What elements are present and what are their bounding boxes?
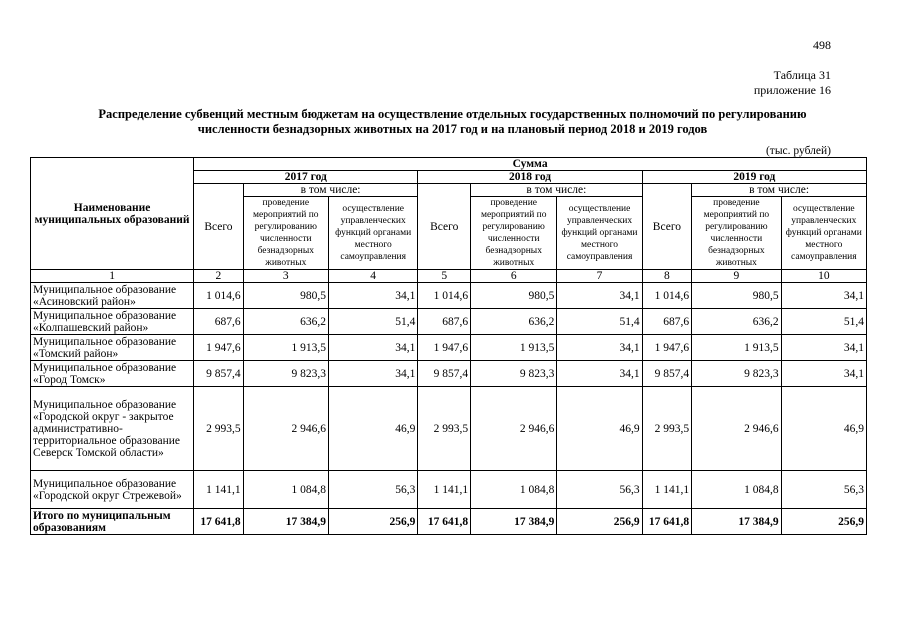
appendix-label: приложение 16 xyxy=(753,83,831,97)
value-cell: 2 946,6 xyxy=(692,387,781,471)
sum-header: Сумма xyxy=(194,158,867,171)
value-cell: 9 857,4 xyxy=(642,361,691,387)
total-value-cell: 17 641,8 xyxy=(642,509,691,535)
municipality-name: Муниципальное образование «Город Томск» xyxy=(31,361,194,387)
title-line-1: Распределение субвенций местным бюджетам на осуществление отдельных государственных полномочий по регулированию xyxy=(98,107,807,121)
value-cell: 687,6 xyxy=(642,309,691,335)
municipality-name: Муниципальное образование «Асиновский район» xyxy=(31,283,194,309)
col-number: 3 xyxy=(243,270,328,283)
total-value-cell: 17 384,9 xyxy=(243,509,328,535)
col-number: 9 xyxy=(692,270,781,283)
col-number: 8 xyxy=(642,270,691,283)
value-cell: 34,1 xyxy=(328,283,417,309)
total-value-cell: 17 384,9 xyxy=(471,509,557,535)
value-cell: 34,1 xyxy=(781,361,866,387)
value-cell: 2 993,5 xyxy=(418,387,471,471)
sub1-header-2019: проведение мероприятий по регулированию численности безнадзорных животных xyxy=(692,197,781,270)
col-number: 7 xyxy=(557,270,642,283)
value-cell: 34,1 xyxy=(781,335,866,361)
value-cell: 2 993,5 xyxy=(194,387,243,471)
total-value-cell: 17 641,8 xyxy=(194,509,243,535)
value-cell: 980,5 xyxy=(471,283,557,309)
value-cell: 1 913,5 xyxy=(692,335,781,361)
title-line-2: численности безнадзорных животных на 2017 год и на плановый период 2018 и 2019 годов xyxy=(197,122,708,136)
value-cell: 636,2 xyxy=(243,309,328,335)
sub2-header-2018: осуществление управленческих функций органами местного самоуправления xyxy=(557,197,642,270)
value-cell: 980,5 xyxy=(243,283,328,309)
value-cell: 56,3 xyxy=(781,471,866,509)
value-cell: 51,4 xyxy=(328,309,417,335)
value-cell: 687,6 xyxy=(194,309,243,335)
value-cell: 687,6 xyxy=(418,309,471,335)
value-cell: 9 823,3 xyxy=(692,361,781,387)
including-header-2017: в том числе: xyxy=(243,184,418,197)
units-label: (тыс. рублей) xyxy=(765,145,831,157)
document-title xyxy=(60,107,845,137)
value-cell: 2 946,6 xyxy=(471,387,557,471)
table-row xyxy=(31,471,867,509)
value-cell: 1 141,1 xyxy=(642,471,691,509)
table-row xyxy=(31,387,867,471)
subsidy-table xyxy=(30,157,867,535)
value-cell: 34,1 xyxy=(557,283,642,309)
total-row xyxy=(31,509,867,535)
year-2019-header: 2019 год xyxy=(642,171,866,184)
value-cell: 9 823,3 xyxy=(471,361,557,387)
col-number: 5 xyxy=(418,270,471,283)
value-cell: 980,5 xyxy=(692,283,781,309)
value-cell: 9 823,3 xyxy=(243,361,328,387)
year-2017-header: 2017 год xyxy=(194,171,418,184)
total-value-cell: 256,9 xyxy=(557,509,642,535)
value-cell: 1 014,6 xyxy=(418,283,471,309)
value-cell: 46,9 xyxy=(781,387,866,471)
sub2-header-2017: осуществление управленческих функций органами местного самоуправления xyxy=(328,197,417,270)
value-cell: 1 947,6 xyxy=(194,335,243,361)
value-cell: 1 014,6 xyxy=(642,283,691,309)
value-cell: 56,3 xyxy=(328,471,417,509)
value-cell: 9 857,4 xyxy=(194,361,243,387)
name-column-header: Наименование муниципальных образований xyxy=(31,158,194,270)
total-value-cell: 256,9 xyxy=(328,509,417,535)
including-header-2018: в том числе: xyxy=(471,184,643,197)
value-cell: 34,1 xyxy=(781,283,866,309)
year-2018-header: 2018 год xyxy=(418,171,642,184)
total-value-cell: 256,9 xyxy=(781,509,866,535)
value-cell: 34,1 xyxy=(328,361,417,387)
including-header-2019: в том числе: xyxy=(692,184,867,197)
value-cell: 34,1 xyxy=(557,335,642,361)
value-cell: 9 857,4 xyxy=(418,361,471,387)
value-cell: 1 913,5 xyxy=(243,335,328,361)
value-cell: 46,9 xyxy=(328,387,417,471)
col-number: 10 xyxy=(781,270,866,283)
total-header-2017: Всего xyxy=(194,184,243,270)
value-cell: 56,3 xyxy=(557,471,642,509)
municipality-name: Муниципальное образование «Городской округ - закрытое административно-территориальное образование Северск Томской области» xyxy=(31,387,194,471)
table-row xyxy=(31,361,867,387)
total-value-cell: 17 641,8 xyxy=(418,509,471,535)
total-row-label: Итого по муниципальным образованиям xyxy=(31,509,194,535)
table-label: Таблица 31 xyxy=(773,68,831,82)
sub1-header-2018: проведение мероприятий по регулированию численности безнадзорных животных xyxy=(471,197,557,270)
column-numbers-row xyxy=(31,270,867,283)
value-cell: 1 141,1 xyxy=(194,471,243,509)
value-cell: 46,9 xyxy=(557,387,642,471)
total-value-cell: 17 384,9 xyxy=(692,509,781,535)
value-cell: 51,4 xyxy=(781,309,866,335)
value-cell: 51,4 xyxy=(557,309,642,335)
value-cell: 34,1 xyxy=(557,361,642,387)
municipality-name: Муниципальное образование «Городской округ Стрежевой» xyxy=(31,471,194,509)
total-header-2018: Всего xyxy=(418,184,471,270)
value-cell: 1 913,5 xyxy=(471,335,557,361)
value-cell: 1 141,1 xyxy=(418,471,471,509)
value-cell: 34,1 xyxy=(328,335,417,361)
sub1-header-2017: проведение мероприятий по регулированию численности безнадзорных животных xyxy=(243,197,328,270)
page-number: 498 xyxy=(813,38,831,52)
total-header-2019: Всего xyxy=(642,184,691,270)
value-cell: 1 014,6 xyxy=(194,283,243,309)
value-cell: 1 947,6 xyxy=(418,335,471,361)
table-row xyxy=(31,309,867,335)
table-label-block xyxy=(754,68,831,98)
col-number: 2 xyxy=(194,270,243,283)
value-cell: 1 084,8 xyxy=(243,471,328,509)
table-row xyxy=(31,283,867,309)
value-cell: 1 084,8 xyxy=(471,471,557,509)
value-cell: 2 993,5 xyxy=(642,387,691,471)
municipality-name: Муниципальное образование «Томский район» xyxy=(31,335,194,361)
municipality-name: Муниципальное образование «Колпашевский район» xyxy=(31,309,194,335)
col-number: 4 xyxy=(328,270,417,283)
table-row xyxy=(31,335,867,361)
value-cell: 636,2 xyxy=(692,309,781,335)
value-cell: 636,2 xyxy=(471,309,557,335)
sub2-header-2019: осуществление управленческих функций органами местного самоуправления xyxy=(781,197,866,270)
value-cell: 2 946,6 xyxy=(243,387,328,471)
value-cell: 1 947,6 xyxy=(642,335,691,361)
col-number: 6 xyxy=(471,270,557,283)
value-cell: 1 084,8 xyxy=(692,471,781,509)
col-number: 1 xyxy=(31,270,194,283)
